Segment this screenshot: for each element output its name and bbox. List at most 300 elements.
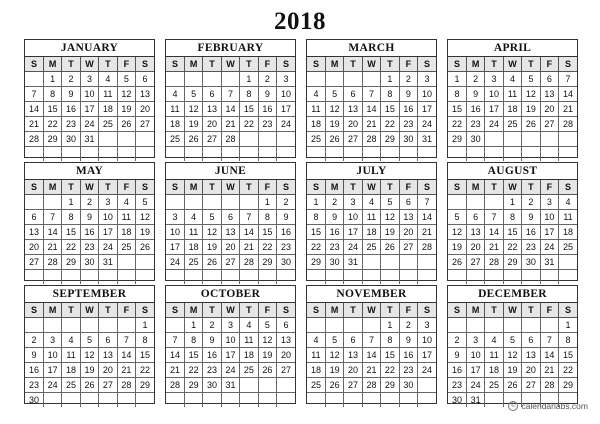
weekday-header: S: [559, 57, 577, 72]
weekday-header: S: [448, 57, 466, 72]
month-june: [165, 162, 296, 281]
week-row: [166, 318, 295, 333]
day-cell: 1: [43, 72, 61, 87]
weekday-header: T: [485, 180, 503, 195]
week-row: [166, 333, 295, 348]
day-cell: 7: [362, 87, 380, 102]
empty-cell: [25, 147, 43, 162]
day-cell: 2: [448, 333, 466, 348]
day-cell: 20: [136, 102, 154, 117]
week-row: [448, 147, 577, 162]
day-cell: 31: [221, 378, 239, 393]
day-cell: 14: [221, 102, 239, 117]
day-cell: 27: [466, 255, 484, 270]
week-row: [166, 87, 295, 102]
day-cell: 9: [325, 210, 343, 225]
week-row: [307, 333, 436, 348]
week-row: [448, 210, 577, 225]
weekday-header: T: [485, 303, 503, 318]
day-cell: 24: [418, 117, 436, 132]
day-cell: 29: [307, 255, 325, 270]
day-cell: 10: [344, 210, 362, 225]
week-row: [307, 270, 436, 285]
day-cell: 11: [307, 348, 325, 363]
day-cell: 19: [117, 102, 135, 117]
day-cell: 12: [522, 87, 540, 102]
week-row: [166, 240, 295, 255]
empty-cell: [448, 270, 466, 285]
weekday-header-row: [166, 180, 295, 195]
day-cell: 20: [540, 102, 558, 117]
empty-cell: [399, 393, 417, 408]
day-cell: 18: [99, 102, 117, 117]
day-cell: 5: [203, 210, 221, 225]
day-cell: 8: [62, 210, 80, 225]
day-cell: 3: [80, 72, 98, 87]
day-cell: 13: [344, 348, 362, 363]
day-cell: 18: [166, 117, 184, 132]
day-cell: 5: [80, 333, 98, 348]
day-cell: 20: [25, 240, 43, 255]
empty-cell: [466, 147, 484, 162]
day-cell: 25: [559, 240, 577, 255]
day-cell: 10: [43, 348, 61, 363]
empty-cell: [522, 270, 540, 285]
empty-cell: [559, 147, 577, 162]
day-cell: 3: [277, 72, 295, 87]
day-cell: 20: [522, 363, 540, 378]
day-cell: 4: [166, 87, 184, 102]
month-name: MARCH: [307, 40, 436, 57]
empty-cell: [344, 147, 362, 162]
day-cell: 24: [540, 240, 558, 255]
day-cell: 19: [448, 240, 466, 255]
week-row: [448, 72, 577, 87]
week-row: [166, 393, 295, 408]
day-cell: 29: [43, 132, 61, 147]
day-cell: 10: [418, 333, 436, 348]
day-cell: 29: [448, 132, 466, 147]
day-cell: 22: [240, 117, 258, 132]
day-cell: 19: [325, 363, 343, 378]
day-cell: 10: [540, 210, 558, 225]
day-cell: 17: [485, 102, 503, 117]
weekday-header: S: [25, 180, 43, 195]
empty-cell: [117, 255, 135, 270]
week-row: [166, 117, 295, 132]
weekday-header-row: [25, 57, 154, 72]
weekday-header: W: [503, 303, 521, 318]
day-cell: 7: [43, 210, 61, 225]
week-row: [166, 270, 295, 285]
empty-cell: [325, 147, 343, 162]
empty-cell: [184, 147, 202, 162]
empty-cell: [258, 378, 276, 393]
week-row: [166, 132, 295, 147]
weekday-header: F: [540, 303, 558, 318]
day-cell: 2: [80, 195, 98, 210]
day-cell: 16: [448, 363, 466, 378]
weekday-header: S: [277, 303, 295, 318]
day-cell: 8: [503, 210, 521, 225]
empty-cell: [136, 393, 154, 408]
weekday-header: W: [80, 180, 98, 195]
day-cell: 20: [277, 348, 295, 363]
weekday-header: M: [184, 180, 202, 195]
day-cell: 20: [466, 240, 484, 255]
day-cell: 5: [522, 72, 540, 87]
week-row: [25, 363, 154, 378]
day-cell: 25: [307, 132, 325, 147]
day-cell: 20: [344, 363, 362, 378]
day-cell: 30: [399, 132, 417, 147]
empty-cell: [62, 270, 80, 285]
empty-cell: [184, 393, 202, 408]
day-cell: 23: [448, 378, 466, 393]
day-cell: 4: [485, 333, 503, 348]
day-cell: 18: [485, 363, 503, 378]
empty-cell: [381, 270, 399, 285]
week-row: [307, 195, 436, 210]
weekday-header: W: [221, 303, 239, 318]
day-cell: 22: [307, 240, 325, 255]
empty-cell: [258, 270, 276, 285]
day-cell: 21: [25, 117, 43, 132]
empty-cell: [43, 318, 61, 333]
day-cell: 12: [258, 333, 276, 348]
weekday-header: M: [184, 303, 202, 318]
day-cell: 2: [466, 72, 484, 87]
day-cell: 7: [117, 333, 135, 348]
day-cell: 24: [221, 363, 239, 378]
day-cell: 17: [80, 102, 98, 117]
empty-cell: [221, 72, 239, 87]
weekday-header-row: [25, 303, 154, 318]
day-cell: 9: [522, 210, 540, 225]
day-cell: 26: [448, 255, 466, 270]
weekday-header: T: [522, 57, 540, 72]
empty-cell: [418, 393, 436, 408]
day-cell: 23: [277, 240, 295, 255]
day-cell: 21: [540, 363, 558, 378]
empty-cell: [381, 393, 399, 408]
day-cell: 13: [277, 333, 295, 348]
day-cell: 28: [559, 117, 577, 132]
day-cell: 27: [344, 132, 362, 147]
day-cell: 8: [307, 210, 325, 225]
day-cell: 26: [258, 363, 276, 378]
empty-cell: [136, 147, 154, 162]
day-cell: 4: [117, 195, 135, 210]
empty-cell: [362, 270, 380, 285]
month-name: DECEMBER: [448, 286, 577, 303]
empty-cell: [240, 147, 258, 162]
day-cell: 11: [240, 333, 258, 348]
day-cell: 4: [62, 333, 80, 348]
week-row: [448, 87, 577, 102]
weekday-header-row: [307, 303, 436, 318]
day-cell: 16: [25, 363, 43, 378]
day-cell: 25: [117, 240, 135, 255]
day-cell: 25: [362, 240, 380, 255]
day-cell: 27: [25, 255, 43, 270]
empty-cell: [485, 393, 503, 408]
empty-cell: [166, 147, 184, 162]
day-cell: 13: [99, 348, 117, 363]
day-cell: 15: [258, 225, 276, 240]
week-row: [307, 210, 436, 225]
empty-cell: [25, 270, 43, 285]
day-cell: 30: [62, 132, 80, 147]
weekday-header: M: [466, 303, 484, 318]
weekday-header: T: [203, 180, 221, 195]
day-cell: 29: [184, 378, 202, 393]
day-cell: 11: [184, 225, 202, 240]
week-row: [25, 318, 154, 333]
day-cell: 18: [240, 348, 258, 363]
day-cell: 2: [62, 72, 80, 87]
day-cell: 27: [221, 255, 239, 270]
day-cell: 23: [466, 117, 484, 132]
empty-cell: [184, 270, 202, 285]
month-february: [165, 39, 296, 158]
day-cell: 26: [203, 255, 221, 270]
day-cell: 30: [448, 393, 466, 408]
week-row: [25, 210, 154, 225]
day-cell: 12: [381, 210, 399, 225]
day-cell: 14: [240, 225, 258, 240]
day-cell: 10: [466, 348, 484, 363]
day-cell: 10: [277, 87, 295, 102]
day-cell: 27: [399, 240, 417, 255]
weekday-header: S: [136, 57, 154, 72]
day-cell: 2: [325, 195, 343, 210]
week-row: [166, 363, 295, 378]
weekday-header: S: [166, 180, 184, 195]
day-cell: 25: [184, 255, 202, 270]
day-cell: 2: [258, 72, 276, 87]
day-cell: 24: [80, 117, 98, 132]
day-cell: 1: [240, 72, 258, 87]
empty-cell: [485, 132, 503, 147]
day-cell: 28: [362, 378, 380, 393]
day-cell: 5: [136, 195, 154, 210]
calendar-grid: [24, 39, 578, 404]
day-cell: 16: [399, 102, 417, 117]
day-cell: 15: [448, 102, 466, 117]
weekday-header: T: [62, 303, 80, 318]
week-row: [307, 102, 436, 117]
day-table: [307, 303, 436, 407]
day-cell: 15: [559, 348, 577, 363]
day-cell: 10: [80, 87, 98, 102]
day-cell: 8: [240, 87, 258, 102]
weekday-header: W: [362, 57, 380, 72]
weekday-header-row: [307, 57, 436, 72]
day-cell: 29: [136, 378, 154, 393]
day-cell: 22: [62, 240, 80, 255]
day-cell: 28: [117, 378, 135, 393]
week-row: [448, 117, 577, 132]
weekday-header: T: [240, 57, 258, 72]
day-cell: 7: [362, 333, 380, 348]
day-cell: 1: [136, 318, 154, 333]
empty-cell: [540, 132, 558, 147]
day-cell: 12: [325, 348, 343, 363]
weekday-header: S: [559, 180, 577, 195]
empty-cell: [117, 147, 135, 162]
week-row: [307, 348, 436, 363]
week-row: [25, 147, 154, 162]
empty-cell: [325, 72, 343, 87]
day-cell: 21: [240, 240, 258, 255]
week-row: [166, 348, 295, 363]
weekday-header: T: [381, 180, 399, 195]
day-cell: 29: [381, 132, 399, 147]
day-cell: 3: [99, 195, 117, 210]
week-row: [448, 363, 577, 378]
day-cell: 5: [258, 318, 276, 333]
copyright-icon: ©: [508, 401, 518, 411]
weekday-header: T: [99, 180, 117, 195]
empty-cell: [466, 318, 484, 333]
day-cell: 1: [307, 195, 325, 210]
day-cell: 29: [559, 378, 577, 393]
weekday-header: T: [240, 303, 258, 318]
day-cell: 5: [325, 87, 343, 102]
day-table: [25, 57, 154, 161]
month-march: [306, 39, 437, 158]
day-cell: 3: [418, 72, 436, 87]
day-cell: 17: [166, 240, 184, 255]
day-cell: 31: [99, 255, 117, 270]
day-cell: 25: [307, 378, 325, 393]
day-cell: 25: [99, 117, 117, 132]
month-january: [24, 39, 155, 158]
weekday-header: T: [485, 57, 503, 72]
day-cell: 4: [307, 333, 325, 348]
weekday-header: S: [136, 180, 154, 195]
weekday-header: T: [522, 180, 540, 195]
empty-cell: [485, 195, 503, 210]
day-cell: 13: [203, 102, 221, 117]
empty-cell: [503, 132, 521, 147]
day-cell: 20: [344, 117, 362, 132]
empty-cell: [80, 270, 98, 285]
day-cell: 18: [62, 363, 80, 378]
empty-cell: [80, 393, 98, 408]
empty-cell: [221, 147, 239, 162]
empty-cell: [166, 270, 184, 285]
empty-cell: [166, 393, 184, 408]
day-cell: 17: [99, 225, 117, 240]
day-cell: 11: [307, 102, 325, 117]
weekday-header: T: [62, 57, 80, 72]
day-cell: 30: [203, 378, 221, 393]
day-cell: 2: [399, 72, 417, 87]
day-cell: 26: [325, 378, 343, 393]
week-row: [166, 210, 295, 225]
empty-cell: [307, 318, 325, 333]
day-table: [166, 303, 295, 407]
weekday-header: S: [136, 303, 154, 318]
empty-cell: [485, 318, 503, 333]
day-cell: 8: [381, 333, 399, 348]
page-title: 2018: [274, 8, 326, 35]
empty-cell: [362, 72, 380, 87]
day-cell: 4: [240, 318, 258, 333]
day-cell: 22: [381, 363, 399, 378]
day-cell: 8: [258, 210, 276, 225]
day-cell: 14: [43, 225, 61, 240]
weekday-header: W: [362, 303, 380, 318]
day-cell: 26: [80, 378, 98, 393]
day-cell: 13: [25, 225, 43, 240]
weekday-header: S: [307, 57, 325, 72]
day-cell: 21: [559, 102, 577, 117]
day-cell: 23: [522, 240, 540, 255]
day-cell: 24: [277, 117, 295, 132]
weekday-header: F: [540, 57, 558, 72]
day-cell: 2: [399, 318, 417, 333]
day-cell: 25: [485, 378, 503, 393]
month-august: [447, 162, 578, 281]
week-row: [25, 132, 154, 147]
week-row: [307, 255, 436, 270]
empty-cell: [559, 270, 577, 285]
weekday-header: T: [203, 303, 221, 318]
empty-cell: [399, 270, 417, 285]
month-name: JULY: [307, 163, 436, 180]
weekday-header: T: [99, 57, 117, 72]
day-cell: 30: [466, 132, 484, 147]
day-cell: 31: [80, 132, 98, 147]
month-name: JANUARY: [25, 40, 154, 57]
day-cell: 29: [62, 255, 80, 270]
day-cell: 11: [117, 210, 135, 225]
month-name: APRIL: [448, 40, 577, 57]
day-cell: 6: [522, 333, 540, 348]
day-cell: 14: [362, 102, 380, 117]
day-cell: 22: [43, 117, 61, 132]
day-cell: 7: [540, 333, 558, 348]
empty-cell: [136, 132, 154, 147]
weekday-header-row: [166, 303, 295, 318]
week-row: [307, 87, 436, 102]
weekday-header: S: [25, 57, 43, 72]
day-cell: 22: [381, 117, 399, 132]
weekday-header: M: [43, 57, 61, 72]
empty-cell: [307, 393, 325, 408]
week-row: [166, 102, 295, 117]
empty-cell: [136, 255, 154, 270]
month-name: FEBRUARY: [166, 40, 295, 57]
empty-cell: [25, 72, 43, 87]
day-cell: 23: [399, 117, 417, 132]
day-cell: 24: [166, 255, 184, 270]
day-cell: 25: [62, 378, 80, 393]
empty-cell: [399, 255, 417, 270]
day-cell: 12: [80, 348, 98, 363]
day-cell: 8: [184, 333, 202, 348]
day-cell: 27: [99, 378, 117, 393]
day-cell: 3: [540, 195, 558, 210]
day-cell: 19: [184, 117, 202, 132]
empty-cell: [221, 270, 239, 285]
empty-cell: [277, 393, 295, 408]
weekday-header: S: [448, 303, 466, 318]
empty-cell: [221, 393, 239, 408]
